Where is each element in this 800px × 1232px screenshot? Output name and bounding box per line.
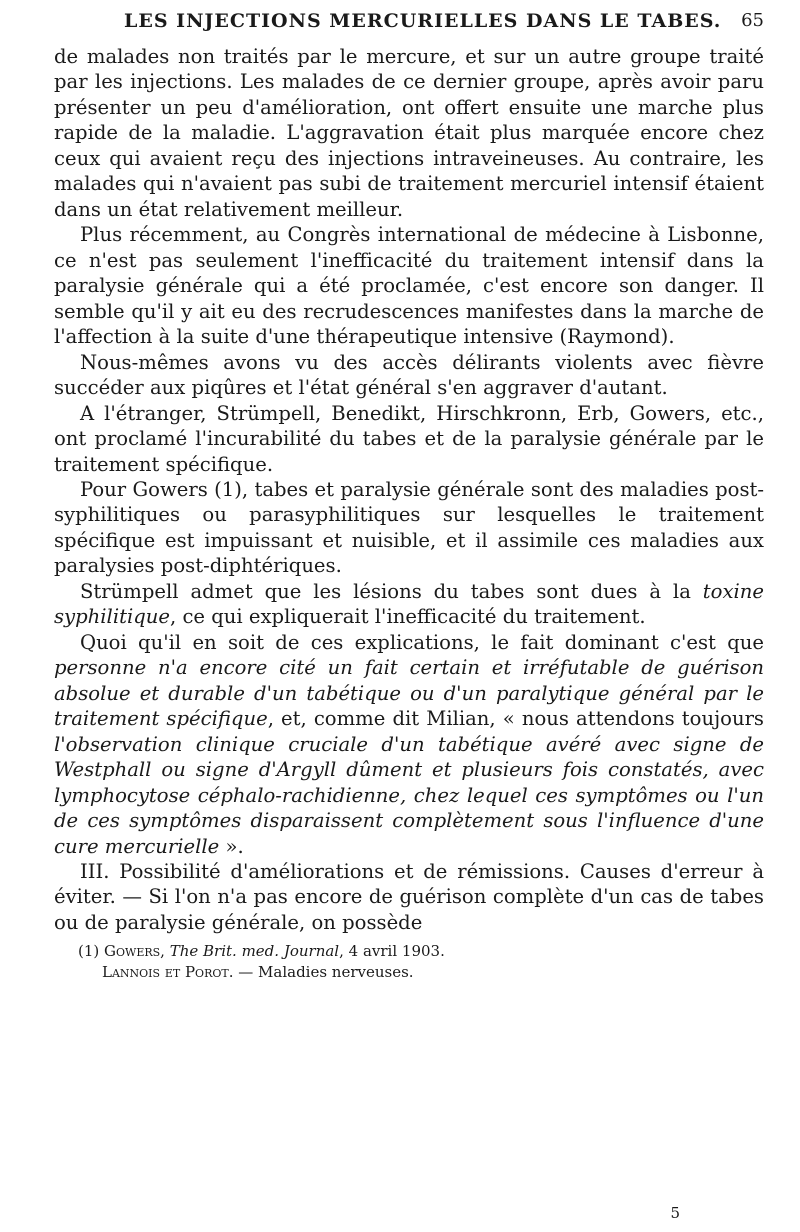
paragraph-2: Plus récemment, au Congrès international de médecine à Lisbonne, ce n'est pas seulement l'inefficacité du traitement intensif dans la paralysie générale qui a été proclamée, c'est encore son danger. Il semble qu'il y ait eu des recrudescences manifestes dans la marche de l'affection à la suite d'une thérapeutique intensive (Raymond). xyxy=(54,223,764,349)
paragraph-7-lead: Quoi qu'il en soit de ces explications, le fait dominant c'est que xyxy=(80,630,764,654)
paragraph-7-italic-quote: l'observation clinique cruciale d'un tabétique avéré avec signe de Westphall ou signe d'Argyll dûment et plusieurs fois constatés, avec lymphocytose céphalo-rachidienne, chez lequel ces symptômes ou l'un de ces symptômes disparaissent complètement sous l'influence d'une cure mercurielle xyxy=(54,732,764,858)
footnote-1-marker: (1) xyxy=(78,942,105,961)
footnotes xyxy=(54,941,764,982)
footnote-2 xyxy=(54,962,764,982)
signature-mark: 5 xyxy=(670,1204,680,1222)
paragraph-6 xyxy=(54,579,764,630)
paragraph-7-tail: ». xyxy=(219,834,244,858)
page-header xyxy=(54,6,764,44)
footnote-2-authors: Lannois et Porot xyxy=(102,962,229,981)
paragraph-6-tail: , ce qui expliquerait l'inefficacité du traitement. xyxy=(169,605,646,629)
paragraph-7-italic-claim: personne n'a encore cité un fait certain et irréfutable de guérison absolue et durable d'un tabétique ou d'un paralytique général par le traitement spécifique xyxy=(54,656,764,731)
paragraph-5: Pour Gowers (1), tabes et paralysie générale sont des maladies post-syphilitiques ou parasyphilitiques sur lesquelles le traitement spécifique est impuissant et nuisible, et il assimile ces maladies aux paralysies post-diphtériques. xyxy=(54,477,764,578)
footnote-2-text: . — Maladies nerveuses. xyxy=(228,962,414,981)
paragraph-8 xyxy=(54,859,764,935)
running-title: LES INJECTIONS MERCURIELLES DANS LE TABES. xyxy=(124,10,722,32)
footnote-1: (1) Gowers, The Brit. med. Journal, 4 avril 1903. xyxy=(78,942,445,961)
paragraph-4: A l'étranger, Strümpell, Benedikt, Hirschkronn, Erb, Gowers, etc., ont proclamé l'incurabilité du tabes et de la paralysie générale par le traitement spécifique. xyxy=(54,401,764,476)
paragraph-7-middle: , et, comme dit Milian, « nous attendons toujours xyxy=(267,707,764,731)
paragraph-6-lead: Strümpell admet que les lésions du tabes sont dues à la xyxy=(80,579,703,603)
paragraph-3: Nous-mêmes avons vu des accès délirants violents avec fièvre succéder aux piqûres et l'état général s'en aggraver d'autant. xyxy=(54,350,764,400)
footnote-1-source: The Brit. med. Journal xyxy=(169,942,340,961)
paragraph-7 xyxy=(54,630,764,859)
section-heading: III. Possibilité d'améliorations et de rémissions. Causes d'erreur à éviter. xyxy=(54,860,764,909)
footnote-1-author: Gowers xyxy=(104,942,161,961)
paragraph-8-text: — Si l'on n'a pas encore de guérison complète d'un cas de tabes ou de paralysie générale, on possède xyxy=(54,885,764,934)
body-text xyxy=(54,44,764,935)
paragraph-1: de malades non traités par le mercure, et sur un autre groupe traité par les injections. Les malades de ce dernier groupe, après avoir paru présenter un peu d'amélioration, ont offert ensuite une marche plus rapide de la maladie. L'aggravation était plus marquée encore chez ceux qui avaient reçu des injections intraveineuses. Au contraire, les malades qui n'avaient pas subi de traitement mercuriel intensif étaient dans un état relativement meilleur. xyxy=(54,45,764,221)
footnote-1-date: , 4 avril 1903. xyxy=(339,942,445,961)
paragraph-6-italic: toxine syphilitique xyxy=(54,579,764,629)
page-number: 65 xyxy=(741,10,764,31)
